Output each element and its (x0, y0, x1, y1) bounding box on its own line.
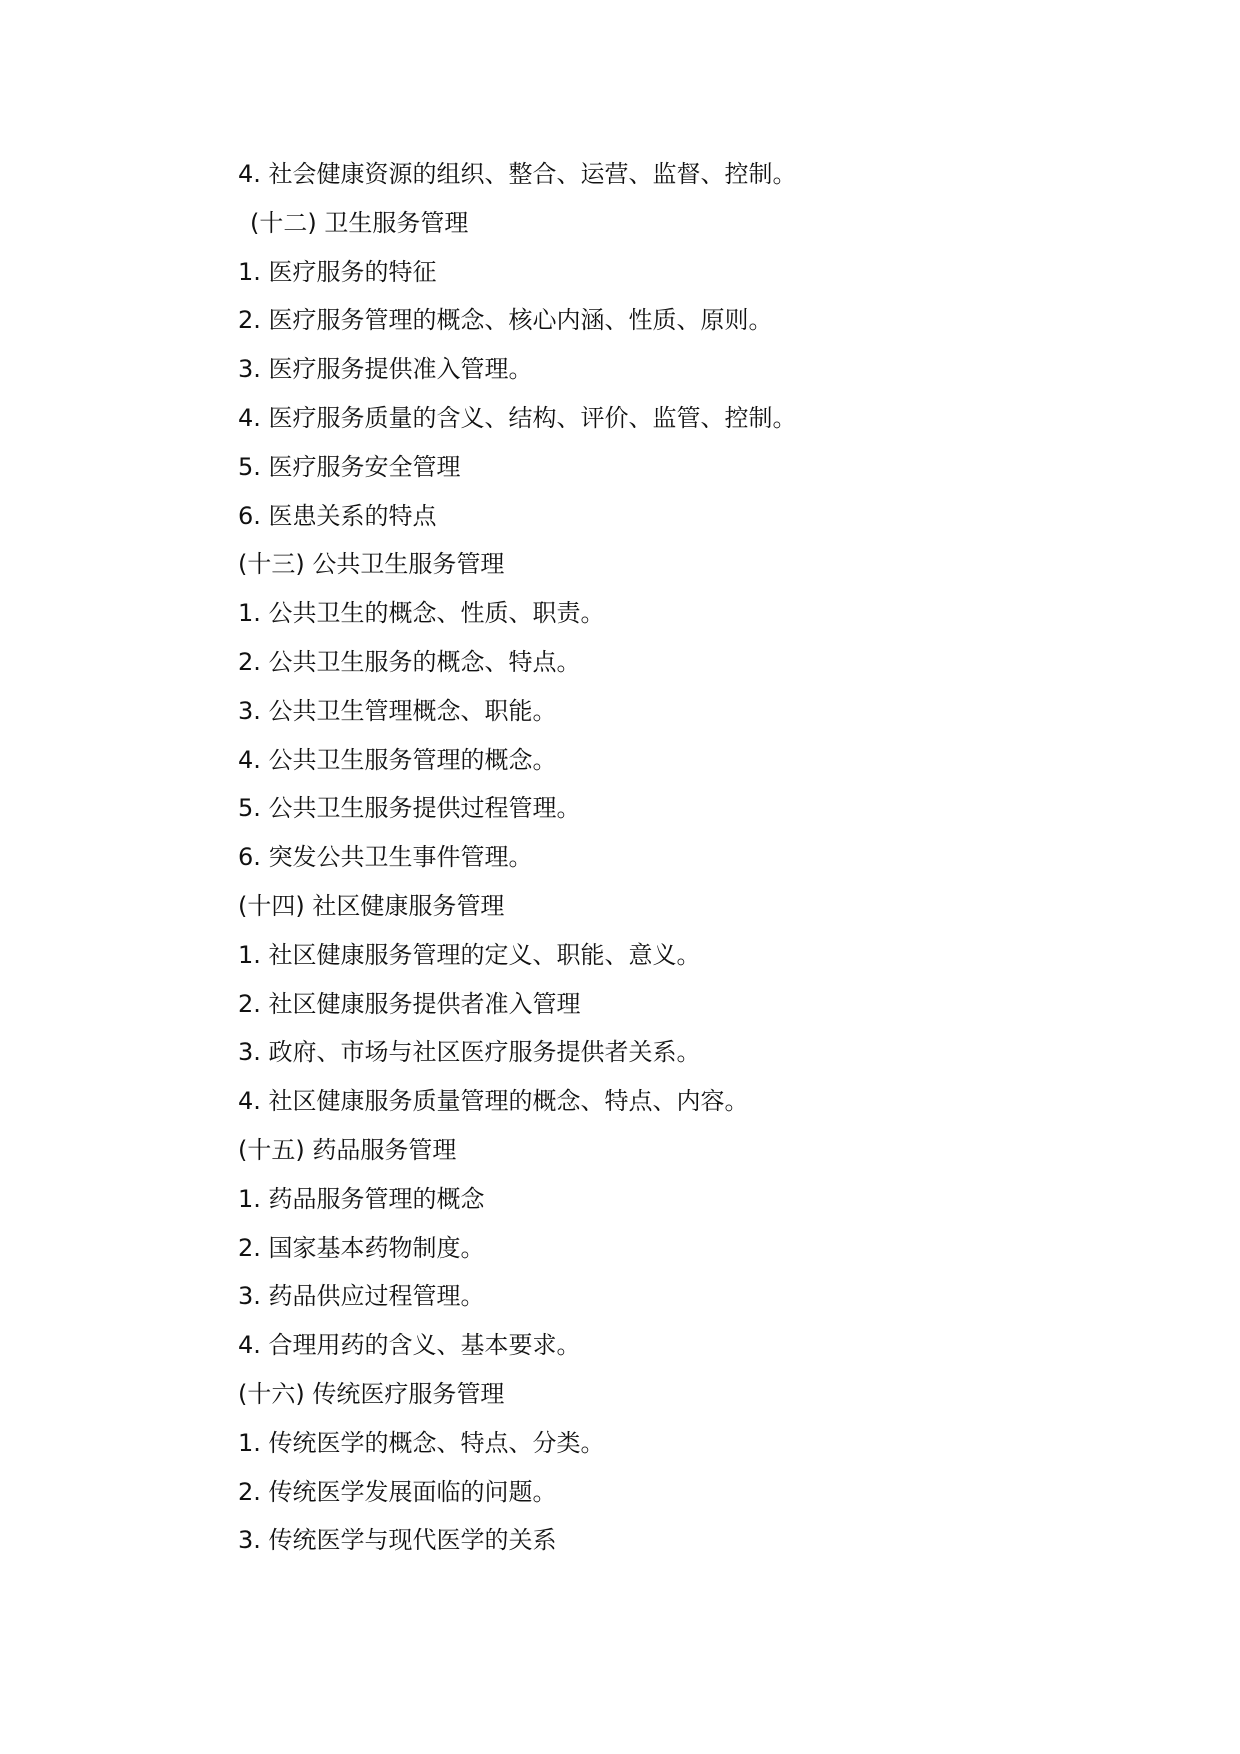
list-item: 3. 传统医学与现代医学的关系 (238, 1526, 557, 1555)
section-heading-15: (十五) 药品服务管理 (238, 1135, 457, 1164)
list-item: 6. 医患关系的特点 (238, 501, 437, 530)
list-item: 3. 药品供应过程管理。 (238, 1282, 485, 1311)
list-item: 1. 医疗服务的特征 (238, 257, 437, 286)
list-item: 2. 社区健康服务提供者准入管理 (238, 989, 581, 1018)
list-item: 2. 国家基本药物制度。 (238, 1233, 485, 1262)
list-item: 1. 传统医学的概念、特点、分类。 (238, 1428, 605, 1457)
list-item: 4. 医疗服务质量的含义、结构、评价、监管、控制。 (238, 403, 797, 432)
list-item: 5. 医疗服务安全管理 (238, 452, 461, 481)
section-heading-13: (十三) 公共卫生服务管理 (238, 550, 505, 579)
section-heading-14: (十四) 社区健康服务管理 (238, 891, 505, 920)
list-item: 2. 医疗服务管理的概念、核心内涵、性质、原则。 (238, 306, 773, 335)
section-heading-16: (十六) 传统医疗服务管理 (238, 1379, 505, 1408)
document-body (238, 150, 1138, 1565)
list-item: 3. 医疗服务提供准入管理。 (238, 355, 533, 384)
list-item: 4. 社区健康服务质量管理的概念、特点、内容。 (238, 1087, 749, 1116)
section-heading-12: (十二) 卫生服务管理 (250, 208, 469, 237)
list-item: 6. 突发公共卫生事件管理。 (238, 843, 533, 872)
list-item: 4. 合理用药的含义、基本要求。 (238, 1331, 581, 1360)
list-item: 3. 公共卫生管理概念、职能。 (238, 696, 557, 725)
list-item: 1. 公共卫生的概念、性质、职责。 (238, 599, 605, 628)
list-item: 2. 公共卫生服务的概念、特点。 (238, 647, 581, 676)
list-item: 3. 政府、市场与社区医疗服务提供者关系。 (238, 1038, 701, 1067)
list-item: 1. 药品服务管理的概念 (238, 1184, 485, 1213)
list-item: 4. 社会健康资源的组织、整合、运营、监督、控制。 (238, 160, 797, 188)
list-item: 5. 公共卫生服务提供过程管理。 (238, 794, 581, 823)
list-item: 1. 社区健康服务管理的定义、职能、意义。 (238, 940, 701, 969)
list-item: 2. 传统医学发展面临的问题。 (238, 1477, 557, 1506)
list-item: 4. 公共卫生服务管理的概念。 (238, 745, 557, 774)
